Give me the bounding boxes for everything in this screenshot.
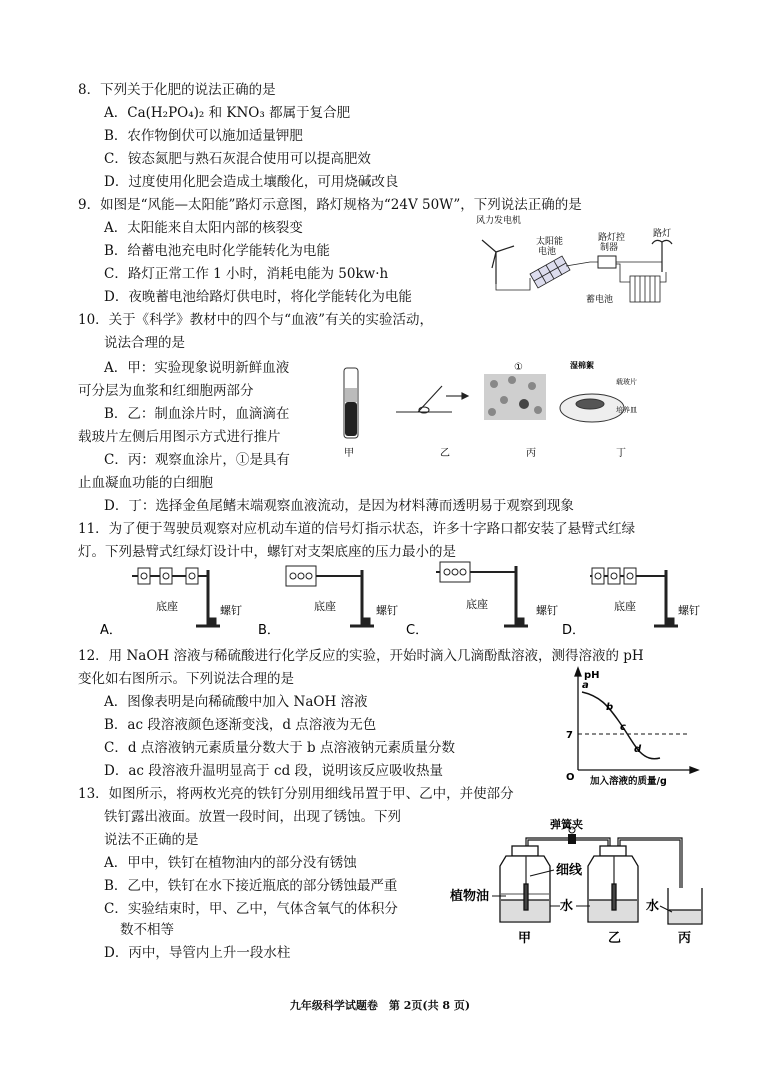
q12-line-1: 12．用 NaOH 溶液与稀硫酸进行化学反应的实验，开始时滴入几滴酚酞溶液，测得溶液的 pH [78,648,644,664]
q10-option-c-2: 止血凝血功能的白细胞 [78,475,213,491]
solar-panel-icon [530,256,570,288]
jar-jia-icon [500,846,550,922]
q12-ph-graph [556,666,706,786]
q13-option-a: A．甲中，铁钉在植物油内的部分没有锈蚀 [104,855,357,871]
q11-d-screw-label: 螺钉 [678,604,700,617]
q13-option-c-1: C．实验结束时，甲、乙中，气体含氧气的体积分 [104,901,398,917]
fish-dish-icon [560,394,624,422]
q11-option-c: C． [406,623,429,638]
q10-dish-label: 培养皿 [616,406,637,414]
q10-stem-2: 说法合理的是 [104,335,185,351]
q12-line-2: 变化如右图所示。下列说法合理的是 [78,671,294,687]
q13-water-label-2: 水 [646,899,660,914]
q10-label-yi: 乙 [440,448,450,459]
q9-controller-label-1: 路灯控 [598,233,626,243]
q11-a-base-label: 底座 [156,600,178,613]
blood-micrograph-icon [484,374,546,420]
q9-solar-label-1: 太阳能 [536,237,564,247]
q12-xlabel: 加入溶液的质量/g [590,776,667,787]
q13-line-2: 铁钉露出液面。放置一段时间，出现了锈蚀。下列 [104,809,401,825]
q10-option-c-1: C．丙：观察血涂片，①是具有 [104,452,290,468]
q12-point-a: a [582,680,589,691]
controller-box-icon [598,256,616,268]
q9-lamp-label: 路灯 [653,229,672,239]
q13-thread-label: 细线 [556,863,583,878]
q10-option-a-2: 可分层为血浆和红细胞两部分 [78,383,254,399]
q9-wind-solar-figure [470,212,680,314]
q13-label-jia: 甲 [518,931,532,946]
signal-design-d [590,568,678,626]
q8-option-c: C．铵态氮肥与熟石灰混合使用可以提高肥效 [104,151,371,167]
q13-option-d: D．丙中，导管内上升一段水柱 [104,945,291,961]
q10-option-d: D．丁：选择金鱼尾鳍末端观察血液流动，是因为材料薄而透明易于观察到现象 [104,498,574,514]
beaker-bing-icon [668,888,702,924]
q12-origin-label: O [566,772,575,783]
q11-b-screw-label: 螺钉 [376,604,398,617]
battery-icon [630,276,660,302]
street-lamp-icon [652,240,672,272]
q12-point-c: c [620,722,626,733]
signal-design-b [286,566,374,626]
signal-design-c [436,562,528,626]
q10-option-a-1: A．甲：实验现象说明新鲜血液 [104,360,290,376]
jar-yi-icon [588,846,638,922]
q13-line-3: 说法不正确的是 [104,832,199,848]
q13-label-yi: 乙 [608,931,622,946]
blood-smear-icon [396,386,468,413]
q10-wet-cotton-label: 湿棉絮 [570,361,594,370]
wind-turbine-icon [482,240,514,284]
q10-label-ding: 丁 [616,448,626,459]
q8-option-b: B．农作物倒伏可以施加适量钾肥 [104,128,303,144]
q11-signal-figure [100,562,700,640]
q11-c-base-label: 底座 [466,598,488,611]
q9-battery-label: 蓄电池 [586,295,614,305]
q10-marker-1: ① [514,362,523,373]
q10-label-bing: 丙 [526,448,536,459]
q12-option-c: C．d 点溶液钠元素质量分数大于 b 点溶液钠元素质量分数 [104,740,455,756]
q12-seven-label: 7 [566,730,573,741]
q11-a-screw-label: 螺钉 [220,604,242,617]
q9-solar-label-2: 电池 [538,247,557,257]
q9-controller-label-2: 制器 [600,243,619,253]
q11-d-base-label: 底座 [614,600,636,613]
q8-option-a: A．Ca(H₂PO₄)₂ 和 KNO₃ 都属于复合肥 [104,105,351,121]
q8-stem: 8．下列关于化肥的说法正确的是 [78,82,276,98]
q9-option-a: A．太阳能来自太阳内部的核裂变 [104,220,303,236]
q10-option-b-2: 载玻片左侧后用图示方式进行推片 [78,429,281,445]
q8-option-d: D．过度使用化肥会造成土壤酸化，可用烧碱改良 [104,174,399,190]
q13-clip-label: 弹簧夹 [550,818,583,831]
signal-design-a [132,568,220,626]
q13-line-1: 13．如图所示，将两枚光亮的铁钉分别用细线吊置于甲、乙中，并使部分 [78,786,514,802]
q11-b-base-label: 底座 [314,600,336,613]
q12-point-b: b [606,702,614,713]
test-tube-icon [344,368,358,438]
q11-option-d: D． [562,623,586,638]
q12-option-a: A．图像表明是向稀硫酸中加入 NaOH 溶液 [104,694,368,710]
q9-option-b: B．给蓄电池充电时化学能转化为电能 [104,243,330,259]
page-footer: 九年级科学试题卷 第 2页(共 8 页) [289,999,471,1012]
q10-stem-1: 10．关于《科学》教材中的四个与“血液”有关的实验活动， [78,312,433,328]
q11-option-b: B． [258,623,280,638]
q11-c-screw-label: 螺钉 [536,604,558,617]
q9-wind-label: 风力发电机 [476,216,522,226]
q10-option-b-1: B．乙：制血涂片时，血滴滴在 [104,406,290,422]
q10-label-jia: 甲 [344,448,354,459]
q10-slide-label: 载玻片 [616,378,637,386]
q12-point-d: d [634,744,642,755]
q9-option-d: D．夜晚蓄电池给路灯供电时，将化学能转化为电能 [104,289,412,305]
q11-option-a: A． [100,623,122,638]
q12-option-b: B．ac 段溶液颜色逐渐变浅，d 点溶液为无色 [104,717,377,733]
q11-line-2: 灯。下列悬臂式红绿灯设计中，螺钉对支架底座的压力最小的是 [78,544,456,560]
q11-line-1: 11．为了便于驾驶员观察对应机动车道的信号灯指示状态，许多十字路口都安装了悬臂式红绿 [78,521,636,537]
q12-option-d: D．ac 段溶液升温明显高于 cd 段，说明该反应吸收热量 [104,763,444,779]
q9-stem: 9．如图是“风能—太阳能”路灯示意图，路灯规格为“24V 50W”，下列说法正确的是 [78,197,582,213]
q10-blood-figure [334,358,637,462]
q13-iron-nail-figure [450,818,710,948]
q13-label-bing: 丙 [678,931,692,946]
q13-water-label-1: 水 [560,899,574,914]
q9-option-c: C．路灯正常工作 1 小时，消耗电能为 50kw·h [104,266,389,282]
q12-ylabel: pH [584,670,600,681]
q13-option-c-2: 数不相等 [120,922,174,938]
q13-option-b: B．乙中，铁钉在水下接近瓶底的部分锈蚀最严重 [104,878,398,894]
q13-oil-label: 植物油 [450,889,490,904]
